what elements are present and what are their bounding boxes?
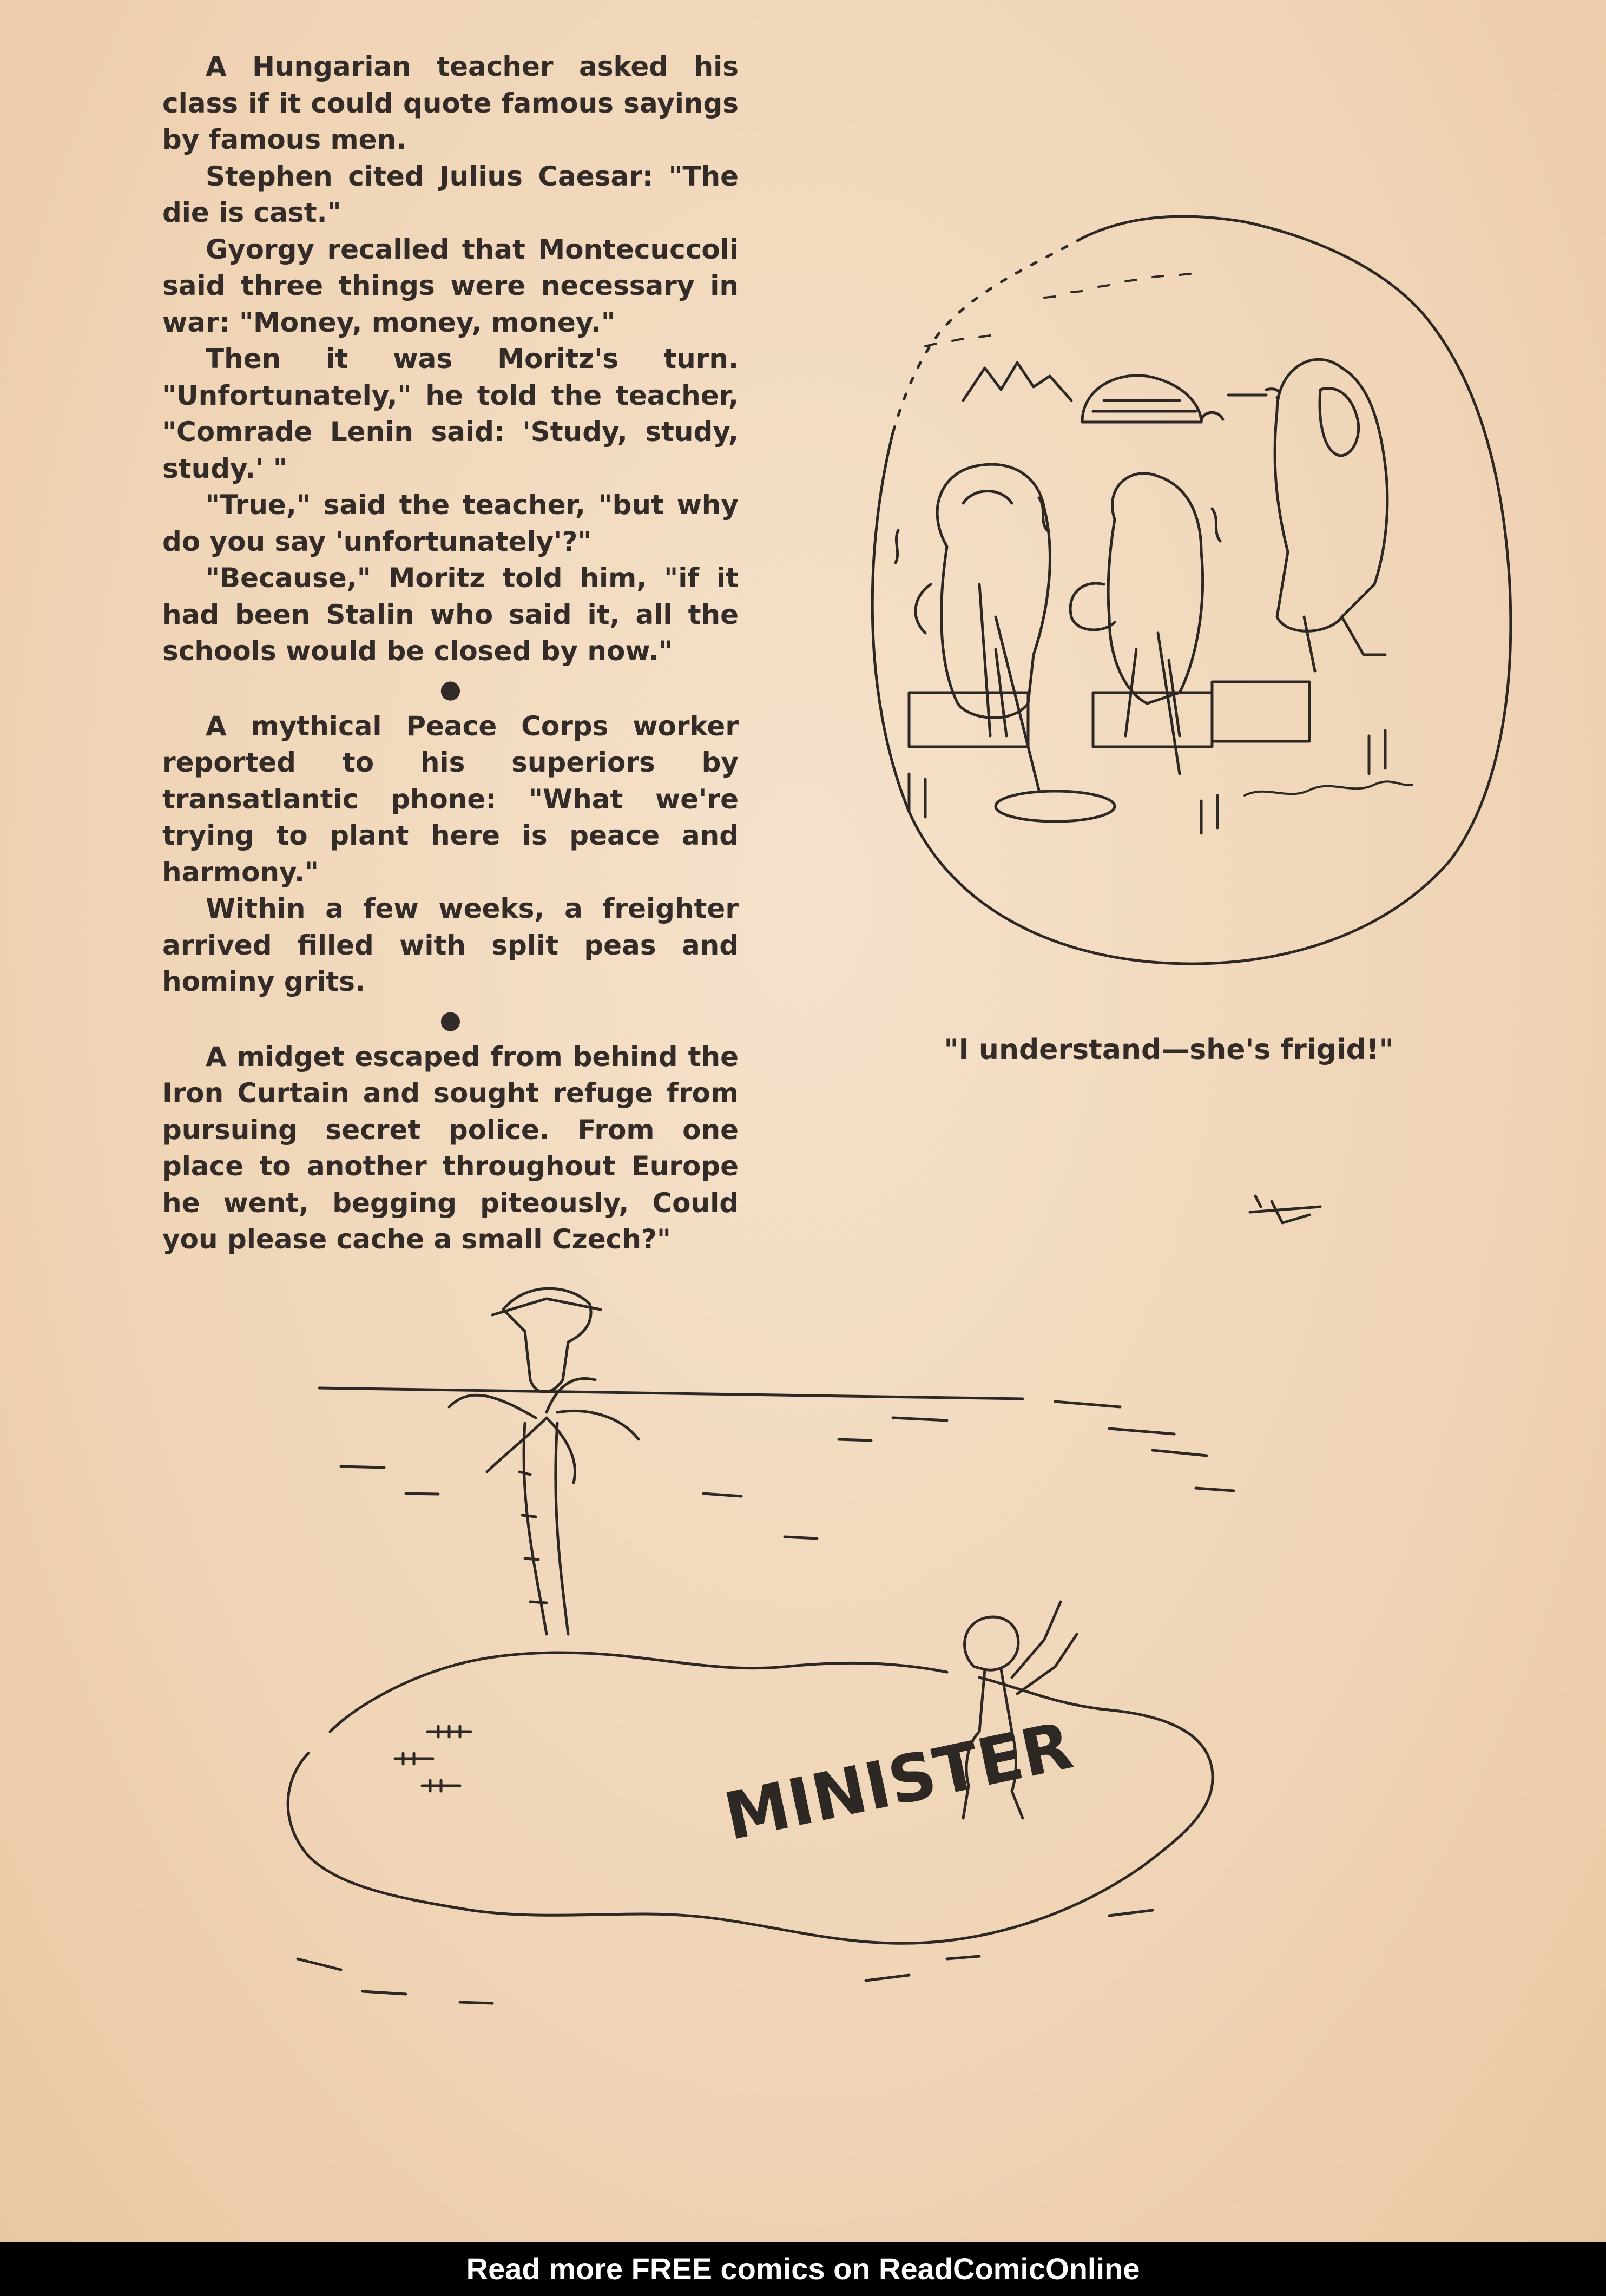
island-cartoon: [243, 1190, 1515, 2100]
joke-paragraph: "True," said the teacher, "but why do you say 'unfortunately'?": [162, 489, 739, 557]
bullet-separator: ●: [439, 674, 462, 703]
eskimo-cartoon: [801, 206, 1531, 990]
joke-paragraph: A mythical Peace Corps worker reported to his superiors by transatlantic phone: "What we're trying to plant here is peace and harmony.": [162, 710, 739, 888]
cartoon-caption: "I understand—she's frigid!": [944, 1034, 1394, 1066]
joke-paragraph: Stephen cited Julius Caesar: "The die is cast.": [162, 160, 739, 228]
joke-paragraph: "Because," Moritz told him, "if it had been Stalin who said it, all the schools would be closed by now.": [162, 562, 739, 667]
joke-paragraph: A midget escaped from behind the Iron Curtain and sought refuge from pursuing secret police. From one place to another throughout Europe he went, begging piteously, Could you please cache a small Czech?": [162, 1041, 739, 1255]
stone-sign: MINISTER: [718, 1708, 1079, 1856]
joke-column: [162, 49, 739, 1258]
bullet-separator: ●: [439, 1004, 462, 1034]
footer-banner: Read more FREE comics on ReadComicOnline: [0, 2242, 1606, 2296]
joke-paragraph: Then it was Moritz's turn. "Unfortunately," he told the teacher, "Comrade Lenin said: 'Study, study, study.' ": [162, 343, 739, 484]
joke-paragraph: Gyorgy recalled that Montecuccoli said three things were necessary in war: "Money, money, money.": [162, 233, 739, 338]
joke-paragraph: A Hungarian teacher asked his class if it could quote famous sayings by famous men.: [162, 51, 739, 155]
joke-paragraph: Within a few weeks, a freighter arrived filled with split peas and hominy grits.: [162, 893, 739, 997]
